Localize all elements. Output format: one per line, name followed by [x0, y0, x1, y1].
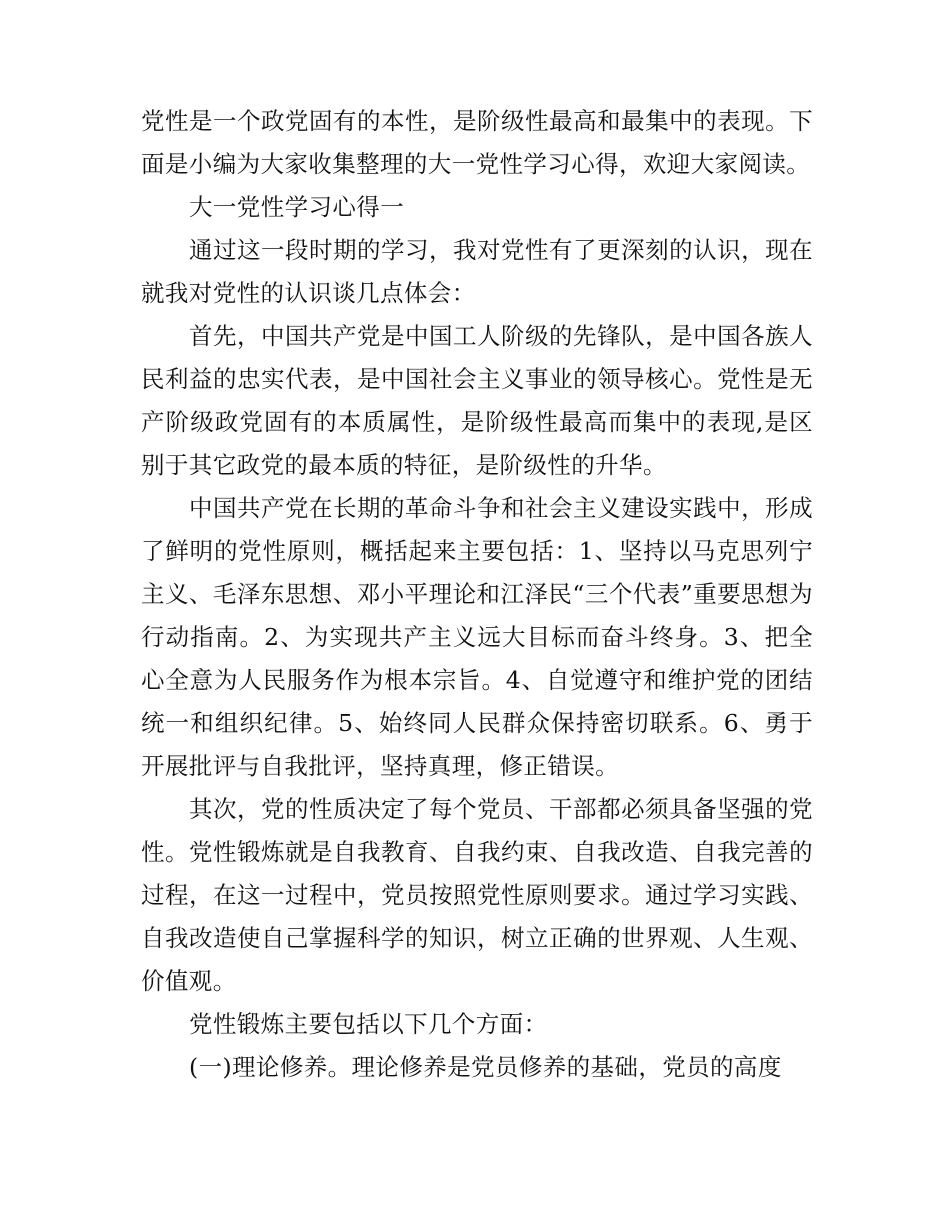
body-paragraph: 中国共产党在长期的革命斗争和社会主义建设实践中，形成了鲜明的党性原则，概括起来主要包括：1、坚持以马克思列宁主义、毛泽东思想、邓小平理论和江泽民“三个代表”重要思想为行动指南。2、为实现共产主义远大目标而奋斗终身。3、把全心全意为人民服务作为根本宗旨。4、自觉遵守和维护党的团结统一和组织纪律。5、始终同人民群众保持密切联系。6、勇于开展批评与自我批评，坚持真理，修正错误。	[141, 494, 813, 780]
body-paragraph: 通过这一段时期的学习，我对党性有了更深刻的认识，现在就我对党性的认识谈几点体会：	[141, 236, 813, 307]
intro-paragraph: 党性是一个政党固有的本性，是阶级性最高和最集中的表现。下面是小编为大家收集整理的大一党性学习心得，欢迎大家阅读。	[141, 107, 813, 178]
body-paragraph: 党性锻炼主要包括以下几个方面：	[189, 1010, 548, 1038]
body-paragraph: 首先，中国共产党是中国工人阶级的先锋队，是中国各族人民利益的忠实代表，是中国社会主义事业的领导核心。党性是无产阶级政党固有的本质属性，是阶级性最高而集中的表现,是区别于其它政党的最本质的特征，是阶级性的升华。	[141, 322, 813, 479]
body-paragraph: (一)理论修养。理论修养是党员修养的基础，党员的高度	[189, 1053, 782, 1081]
section-heading: 大一党性学习心得一	[189, 193, 405, 221]
body-paragraph: 其次，党的性质决定了每个党员、干部都必须具备坚强的党性。党性锻炼就是自我教育、自我约束、自我改造、自我完善的过程，在这一过程中，党员按照党性原则要求。通过学习实践、自我改造使自己掌握科学的知识，树立正确的世界观、人生观、价值观。	[141, 795, 813, 995]
document-body	[141, 100, 813, 1089]
